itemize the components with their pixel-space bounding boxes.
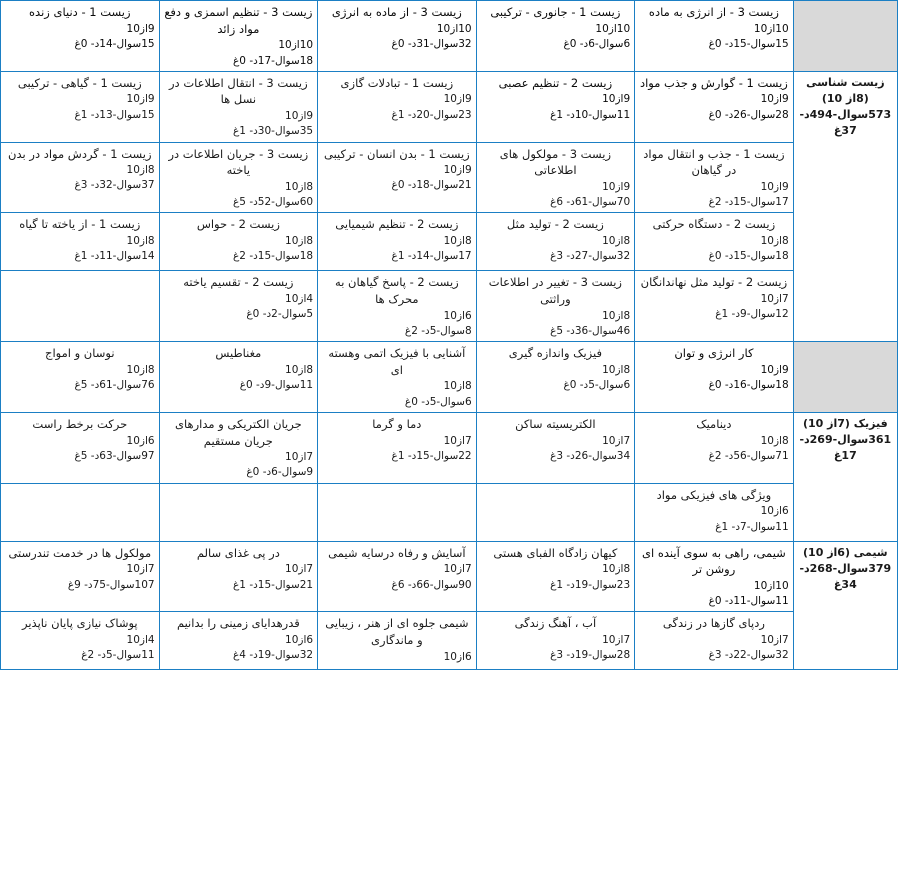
topic-title: زیست 3 - تنظیم اسمزی و دفع مواد زائد xyxy=(164,5,313,36)
topic-cell[interactable] xyxy=(476,71,635,142)
topic-score: 9از10 xyxy=(443,93,472,106)
row-label-line3: 37غ xyxy=(833,123,857,137)
topic-title: زیست 1 - از یاخته تا گیاه xyxy=(19,217,141,232)
topic-title: زیست 3 - از ماده به انرژی xyxy=(331,5,462,19)
row-label-biology xyxy=(793,71,897,341)
topic-stats: 32سوال-22د- 3غ xyxy=(708,649,789,662)
topic-score: 7از10 xyxy=(285,451,314,464)
topic-stats: 17سوال-14د- 1غ xyxy=(391,250,472,263)
topic-title: آشنایی با فیزیک اتمی وهسته ای xyxy=(328,346,466,377)
topic-title: زیست 2 - دستگاه حرکتی xyxy=(652,217,776,232)
topic-title: زیست 1 - دنیای زنده xyxy=(29,5,131,19)
topic-title: مولکول ها در خدمت تندرستی xyxy=(8,545,152,560)
topic-cell-empty xyxy=(1,483,160,541)
topic-stats: 46سوال-36د- 5غ xyxy=(550,324,631,337)
topic-stats: 11سوال-11د- 0غ xyxy=(708,595,789,608)
topic-cell[interactable] xyxy=(476,213,635,271)
topic-title: دما و گرما xyxy=(372,416,422,431)
topic-stats: 5سوال-2د- 0غ xyxy=(246,308,314,321)
topic-cell[interactable] xyxy=(159,541,318,612)
topic-stats: 11سوال-5د- 2غ xyxy=(81,649,155,662)
topic-title: شیمی جلوه ای از هنر ، زیبایی و ماندگاری xyxy=(325,616,469,648)
topic-stats: 32سوال-27د- 3غ xyxy=(550,250,631,263)
topic-cell[interactable] xyxy=(635,1,794,72)
topic-title: زیست 1 - گردش مواد در بدن xyxy=(8,146,152,161)
topic-cell[interactable] xyxy=(635,412,794,483)
topic-stats: 6سوال-5د- 0غ xyxy=(404,395,472,408)
topic-stats: 32سوال-31د- 0غ xyxy=(391,37,472,50)
topic-cell[interactable] xyxy=(1,213,160,271)
topic-score: 9از10 xyxy=(443,164,472,177)
topic-stats: 71سوال-56د- 2غ xyxy=(708,449,789,462)
topic-score: 8از10 xyxy=(602,363,631,376)
topic-cell-empty xyxy=(318,483,477,541)
topic-stats: 18سوال-17د- 0غ xyxy=(233,54,314,67)
topic-cell[interactable] xyxy=(318,213,477,271)
row-label-line3: 17غ xyxy=(833,448,857,462)
table-row xyxy=(1,483,898,541)
topic-stats: 6سوال-6د- 0غ xyxy=(563,37,631,50)
topic-score: 7از10 xyxy=(443,563,472,576)
topic-title: آب ، آهنگ زندگی xyxy=(514,616,597,631)
topic-score: 8از10 xyxy=(443,380,472,393)
topic-stats: 11سوال-7د- 1غ xyxy=(715,520,789,533)
table-row xyxy=(1,541,898,612)
table-row xyxy=(1,213,898,271)
topic-title: فیزیک واندازه گیری xyxy=(508,346,602,361)
topic-cell[interactable] xyxy=(476,612,635,670)
topic-title: زیست 1 - جذب و انتقال مواد در گیاهان xyxy=(643,146,785,178)
topic-score: 10از10 xyxy=(753,22,789,35)
topic-title: ردپای گازها در زندگی xyxy=(662,616,765,631)
topic-title: زیست 1 - گیاهی - ترکیبی xyxy=(17,75,142,90)
topic-cell[interactable] xyxy=(318,541,477,612)
topic-stats: 22سوال-15د- 1غ xyxy=(391,449,472,462)
topic-score: 6از10 xyxy=(443,309,472,322)
topic-score: 9از10 xyxy=(760,180,789,193)
topic-stats: 15سوال-15د- 0غ xyxy=(708,37,789,50)
topic-stats: 9سوال-6د- 0غ xyxy=(246,466,314,479)
topic-stats: 21سوال-18د- 0غ xyxy=(391,179,472,192)
topic-stats: 37سوال-32د- 3غ xyxy=(74,179,155,192)
topic-title: شیمی، راهی به سوی آینده ای روشن تر xyxy=(642,545,786,577)
row-label-line1: شیمی (6از 10) xyxy=(803,545,888,559)
topic-cell[interactable] xyxy=(635,342,794,413)
topic-cell[interactable] xyxy=(159,142,318,213)
topic-cell[interactable] xyxy=(318,71,477,142)
topic-stats: 14سوال-11د- 1غ xyxy=(74,250,155,263)
topic-cell[interactable] xyxy=(1,541,160,612)
topic-title: زیست 2 - تولید مثل xyxy=(506,217,604,232)
topic-title: زیست 2 - تنظیم شیمیایی xyxy=(335,217,459,232)
row-label-line2: 361سوال-269د- xyxy=(799,432,892,446)
topic-score: 8از10 xyxy=(760,434,789,447)
topic-score: 9از10 xyxy=(760,93,789,106)
topic-score: 8از10 xyxy=(126,235,155,248)
topic-title: زیست 3 - انتقال اطلاعات در نسل ها xyxy=(169,75,308,107)
topic-stats: 18سوال-16د- 0غ xyxy=(708,379,789,392)
topic-stats: 28سوال-19د- 3غ xyxy=(550,649,631,662)
topic-title: دینامیک xyxy=(696,416,732,431)
topic-title: زیست 1 - بدن انسان - ترکیبی xyxy=(324,146,470,161)
topic-stats: 32سوال-19د- 4غ xyxy=(233,649,314,662)
table-row xyxy=(1,412,898,483)
topic-score: 7از10 xyxy=(760,293,789,306)
topic-title: قدرهدایای زمینی را بدانیم xyxy=(176,616,300,631)
topic-stats: 11سوال-9د- 0غ xyxy=(239,379,314,392)
topic-cell[interactable] xyxy=(1,142,160,213)
row-label-line2: 573سوال-494د- xyxy=(799,107,892,121)
topic-score: 7از10 xyxy=(602,634,631,647)
topic-title: زیست 3 - تغییر در اطلاعات وراثتی xyxy=(488,275,622,307)
topic-title: مغناطیس xyxy=(215,346,262,361)
topic-title: کار انرژی و توان xyxy=(674,346,754,361)
topic-title: زیست 2 - پاسخ گیاهان به محرک ها xyxy=(335,275,459,307)
topic-score: 10از10 xyxy=(436,22,472,35)
topic-cell[interactable] xyxy=(318,1,477,72)
topic-stats: 15سوال-14د- 0غ xyxy=(74,37,155,50)
topic-score: 7از10 xyxy=(602,434,631,447)
topic-cell[interactable] xyxy=(635,71,794,142)
topic-cell[interactable] xyxy=(1,412,160,483)
topic-title: زیست 3 - جریان اطلاعات در یاخته xyxy=(168,146,309,178)
topic-cell[interactable] xyxy=(318,342,477,413)
topic-score: 10از10 xyxy=(595,22,631,35)
table-row xyxy=(1,71,898,142)
topic-title: زیست 3 - از انرژی به ماده xyxy=(648,5,779,19)
topic-stats: 6سوال-5د- 0غ xyxy=(563,379,631,392)
topic-title: در پی غذای سالم xyxy=(196,545,280,560)
topic-score: 7از10 xyxy=(126,563,155,576)
topic-cell[interactable] xyxy=(159,271,318,342)
row-label-physics xyxy=(793,412,897,541)
topic-stats: 107سوال-75د- 9غ xyxy=(67,578,155,591)
topic-score: 8از10 xyxy=(285,235,314,248)
topic-title: آسایش و رفاه درسایه شیمی xyxy=(328,545,466,560)
topic-stats: 23سوال-20د- 1غ xyxy=(391,108,472,121)
topic-score: 8از10 xyxy=(760,235,789,248)
topic-cell[interactable] xyxy=(318,142,477,213)
topic-score: 7از10 xyxy=(443,434,472,447)
row-label-line3: 34غ xyxy=(833,577,857,591)
topic-score: 4از10 xyxy=(126,634,155,647)
topic-cell[interactable] xyxy=(159,412,318,483)
topic-stats: 15سوال-13د- 1غ xyxy=(74,108,155,121)
topic-score: 8از10 xyxy=(602,563,631,576)
topic-score: 6از10 xyxy=(126,434,155,447)
topic-cell[interactable] xyxy=(159,612,318,670)
topic-score: 8از10 xyxy=(126,164,155,177)
topic-cell-empty xyxy=(159,483,318,541)
topic-score: 8از10 xyxy=(602,235,631,248)
row-label-line1: زیست شناسی (8از 10) xyxy=(806,75,885,105)
topic-score: 9از10 xyxy=(285,110,314,123)
topic-score: 6از10 xyxy=(443,650,472,663)
topic-score: 10از10 xyxy=(278,39,314,52)
topic-stats: 70سوال-61د- 6غ xyxy=(550,196,631,209)
topic-title: زیست 1 - جانوری - ترکیبی xyxy=(490,5,621,19)
topic-score: 8از10 xyxy=(443,235,472,248)
topic-score: 8از10 xyxy=(285,180,314,193)
topic-stats: 8سوال-5د- 2غ xyxy=(404,324,472,337)
topic-cell[interactable] xyxy=(476,271,635,342)
table-row xyxy=(1,1,898,72)
topic-cell[interactable] xyxy=(476,342,635,413)
table-row xyxy=(1,271,898,342)
topic-stats: 17سوال-15د- 2غ xyxy=(708,196,789,209)
topic-stats: 11سوال-10د- 1غ xyxy=(550,108,631,121)
row-label-empty-top xyxy=(793,1,897,72)
topic-score: 4از10 xyxy=(285,293,314,306)
topic-title: زیست 2 - حواس xyxy=(196,217,280,232)
topic-cell[interactable] xyxy=(159,1,318,72)
topic-cell[interactable] xyxy=(476,412,635,483)
topic-stats: 97سوال-63د- 5غ xyxy=(74,449,155,462)
topic-stats: 35سوال-30د- 1غ xyxy=(233,125,314,138)
topic-cell[interactable] xyxy=(476,142,635,213)
topic-title: نوسان و امواج xyxy=(45,346,115,361)
topic-title: زیست 1 - گوارش و جذب مواد xyxy=(639,75,788,90)
row-label-line2: 379سوال-268د- xyxy=(799,561,892,575)
topic-stats: 60سوال-52د- 5غ xyxy=(233,196,314,209)
table-body xyxy=(1,1,898,670)
topic-cell[interactable] xyxy=(635,213,794,271)
topic-score: 8از10 xyxy=(126,363,155,376)
topic-title: زیست 1 - تبادلات گازی xyxy=(340,75,454,90)
topic-score: 9از10 xyxy=(602,93,631,106)
topic-stats: 23سوال-19د- 1غ xyxy=(550,578,631,591)
topic-cell[interactable] xyxy=(318,412,477,483)
topic-score: 9از10 xyxy=(126,22,155,35)
topic-cell[interactable] xyxy=(635,483,794,541)
topic-score: 8از10 xyxy=(602,309,631,322)
topic-title: جریان الکتریکی و مدارهای جریان مستقیم xyxy=(175,416,302,448)
topic-cell[interactable] xyxy=(159,71,318,142)
topic-title: حرکت برخط راست xyxy=(32,416,128,431)
table-row xyxy=(1,142,898,213)
topic-score: 7از10 xyxy=(760,634,789,647)
topic-title: الکتریسیته ساکن xyxy=(515,416,596,431)
topic-cell[interactable] xyxy=(159,342,318,413)
topic-score: 6از10 xyxy=(285,634,314,647)
topic-cell[interactable] xyxy=(635,541,794,612)
topic-cell-empty xyxy=(476,483,635,541)
topic-stats: 21سوال-15د- 1غ xyxy=(233,578,314,591)
topic-cell-empty xyxy=(1,271,160,342)
topic-cell[interactable] xyxy=(635,612,794,670)
topic-cell[interactable] xyxy=(318,612,477,670)
topic-title: زیست 2 - تولید مثل نهاندانگان xyxy=(640,275,788,290)
topic-stats: 76سوال-61د- 5غ xyxy=(74,379,155,392)
topic-title: ویژگی های فیزیکی مواد xyxy=(656,487,772,502)
topic-score: 9از10 xyxy=(602,180,631,193)
topic-cell[interactable] xyxy=(1,71,160,142)
topic-title: کیهان زادگاه الفبای هستی xyxy=(493,545,618,560)
topic-cell[interactable] xyxy=(1,342,160,413)
topic-title: پوشاک نیازی پایان ناپذیر xyxy=(21,616,138,631)
topic-cell[interactable] xyxy=(1,612,160,670)
topic-score: 6از10 xyxy=(760,505,789,518)
topic-cell[interactable] xyxy=(318,271,477,342)
row-label-chemistry xyxy=(793,541,897,670)
topic-score: 9از10 xyxy=(760,363,789,376)
topic-stats: 28سوال-26د- 0غ xyxy=(708,108,789,121)
table-row xyxy=(1,342,898,413)
topic-stats: 90سوال-66د- 6غ xyxy=(391,578,472,591)
topic-stats: 18سوال-15د- 0غ xyxy=(708,250,789,263)
topic-title: زیست 2 - تنظیم عصبی xyxy=(498,75,613,90)
topic-stats: 34سوال-26د- 3غ xyxy=(550,449,631,462)
topic-title: زیست 3 - مولکول های اطلاعاتی xyxy=(499,146,611,178)
topic-score: 9از10 xyxy=(126,93,155,106)
topic-score: 10از10 xyxy=(753,580,789,593)
topic-cell[interactable] xyxy=(635,142,794,213)
topic-cell[interactable] xyxy=(476,541,635,612)
topic-cell[interactable] xyxy=(635,271,794,342)
topic-cell[interactable] xyxy=(159,213,318,271)
topic-stats: 12سوال-9د- 1غ xyxy=(715,308,789,321)
topic-title: زیست 2 - تقسیم یاخته xyxy=(183,275,294,290)
topic-cell[interactable] xyxy=(1,1,160,72)
row-label-line1: فیزیک (7از 10) xyxy=(802,416,888,430)
topic-score: 8از10 xyxy=(285,363,314,376)
table-row xyxy=(1,612,898,670)
row-label-empty-physics-top xyxy=(793,342,897,413)
topic-score: 7از10 xyxy=(285,563,314,576)
topic-stats: 18سوال-15د- 2غ xyxy=(233,250,314,263)
topic-cell[interactable] xyxy=(476,1,635,72)
